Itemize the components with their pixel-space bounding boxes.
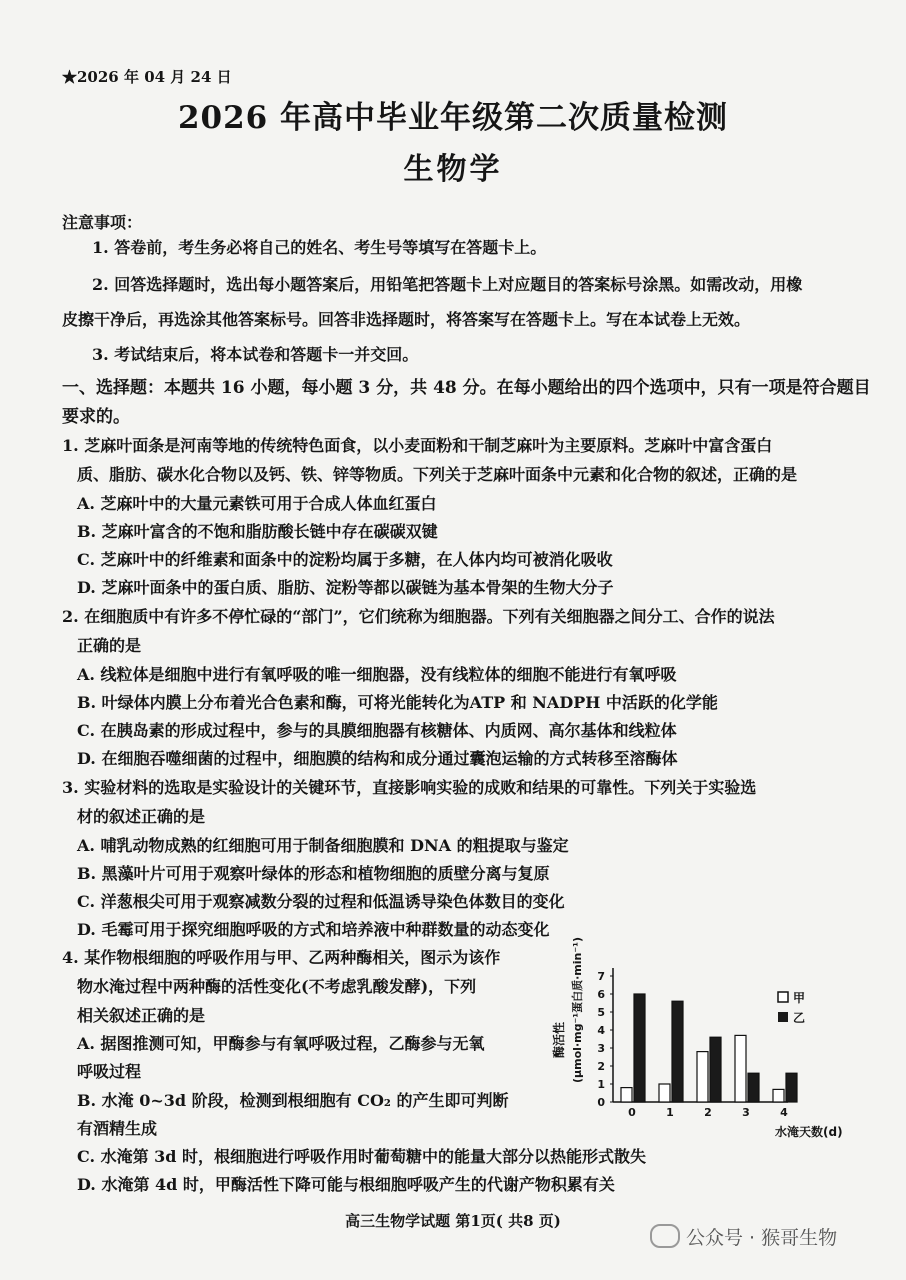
notice-item: 3. 考试结束后，将本试卷和答题卡一并交回。	[92, 345, 419, 364]
question-1-option-d: D. 芝麻叶面条中的蛋白质、脂肪、淀粉等都以碳链为基本骨架的生物大分子	[77, 578, 614, 597]
y-tick-label: 0	[597, 1096, 605, 1109]
question-2-option-d: D. 在细胞吞噬细菌的过程中，细胞膜的结构和成分通过囊泡运输的方式转移至溶酶体	[77, 749, 678, 768]
exam-date: ★2026 年 04 月 24 日	[62, 68, 232, 86]
question-4-option-b: B. 水淹 0~3d 阶段，检测到根细胞有 CO₂ 的产生即可判断	[77, 1091, 509, 1110]
section-heading: 要求的。	[62, 407, 130, 427]
question-3-option-c: C. 洋葱根尖可用于观察减数分裂的过程和低温诱导染色体数目的变化	[77, 892, 565, 911]
question-4-stem: 相关叙述正确的是	[77, 1006, 206, 1025]
question-3-stem: 3. 实验材料的选取是实验设计的关键环节，直接影响实验的成败和结果的可靠性。下列关于实验选	[62, 778, 757, 797]
y-tick-label: 3	[597, 1042, 605, 1055]
question-1-stem: 质、脂肪、碳水化合物以及钙、铁、锌等物质。下列关于芝麻叶面条中元素和化合物的叙述，正确的是	[77, 465, 798, 484]
page-footer: 高三生物学试题 第1页( 共8 页)	[345, 1212, 561, 1230]
exam-title: 2026 年高中毕业年级第二次质量检测	[177, 100, 729, 136]
bar-jia	[735, 1035, 746, 1102]
x-tick-label: 1	[666, 1106, 674, 1119]
chart-legend	[778, 991, 805, 1025]
question-4-stem: 物水淹过程中两种酶的活性变化(不考虑乳酸发酵)，下列	[77, 977, 477, 996]
question-4-option-b: 有酒精生成	[77, 1119, 158, 1138]
notice-heading: 注意事项：	[62, 213, 143, 232]
bar-yi	[634, 994, 645, 1102]
question-3-stem: 材的叙述正确的是	[77, 807, 206, 826]
chart-xticks	[628, 1106, 788, 1119]
bar-jia	[621, 1088, 632, 1102]
x-tick-label: 4	[780, 1106, 788, 1119]
exam-subject: 生物学	[403, 152, 503, 187]
legend-swatch-yi	[778, 1012, 788, 1022]
notice-item: 2. 回答选择题时，选出每小题答案后，用铅笔把答题卡上对应题目的答案标号涂黑。如需改动，用橡	[92, 275, 803, 294]
question-1-option-c: C. 芝麻叶中的纤维素和面条中的淀粉均属于多糖，在人体内均可被消化吸收	[77, 550, 613, 569]
chart-xlabel: 水淹天数(d)	[775, 1125, 843, 1139]
bar-jia	[773, 1089, 784, 1102]
question-1-option-b: B. 芝麻叶富含的不饱和脂肪酸长链中存在碳碳双键	[77, 522, 438, 541]
watermark-text: 公众号 · 猴哥生物	[686, 1227, 838, 1249]
question-3-option-d: D. 毛霉可用于探究细胞呼吸的方式和培养液中种群数量的动态变化	[77, 920, 550, 939]
chart-bars	[621, 994, 797, 1102]
question-4-option-a: A. 据图推测可知，甲酶参与有氧呼吸过程，乙酶参与无氧	[77, 1034, 485, 1053]
wechat-icon	[650, 1224, 680, 1248]
question-2-option-c: C. 在胰岛素的形成过程中，参与的具膜细胞器有核糖体、内质网、高尔基体和线粒体	[77, 721, 677, 740]
question-3-option-b: B. 黑藻叶片可用于观察叶绿体的形态和植物细胞的质壁分离与复原	[77, 864, 550, 883]
y-tick-label: 1	[597, 1078, 605, 1091]
legend-label-jia: 甲	[793, 991, 806, 1005]
bar-yi	[748, 1073, 759, 1102]
y-tick-label: 7	[597, 970, 605, 983]
x-tick-label: 3	[742, 1106, 750, 1119]
bar-jia	[659, 1084, 670, 1102]
enzyme-activity-chart	[535, 937, 843, 1145]
question-4-option-d: D. 水淹第 4d 时，甲酶活性下降可能与根细胞呼吸产生的代谢产物积累有关	[77, 1175, 615, 1194]
chart-ylabel-unit: (μmol·mg⁻¹蛋白质·min⁻¹)	[571, 937, 584, 1083]
bar-yi	[672, 1001, 683, 1102]
question-2-option-b: B. 叶绿体内膜上分布着光合色素和酶，可将光能转化为ATP 和 NADPH 中活跃的化学能	[77, 693, 718, 712]
question-1-option-a: A. 芝麻叶中的大量元素铁可用于合成人体血红蛋白	[77, 494, 437, 513]
bar-jia	[697, 1052, 708, 1102]
y-tick-label: 2	[597, 1060, 605, 1073]
section-heading: 一、选择题：本题共 16 小题，每小题 3 分，共 48 分。在每小题给出的四个选项中，只有一项是符合题目	[62, 378, 871, 398]
legend-swatch-jia	[778, 992, 788, 1002]
y-tick-label: 6	[597, 988, 605, 1001]
x-tick-label: 2	[704, 1106, 712, 1119]
question-2-option-a: A. 线粒体是细胞中进行有氧呼吸的唯一细胞器，没有线粒体的细胞不能进行有氧呼吸	[77, 665, 677, 684]
notice-item: 1. 答卷前，考生务必将自己的姓名、考生号等填写在答题卡上。	[92, 238, 547, 257]
chart-ylabel: 酶活性	[552, 1021, 566, 1059]
question-1-stem: 1. 芝麻叶面条是河南等地的传统特色面食，以小麦面粉和干制芝麻叶为主要原料。芝麻叶中富含蛋白	[62, 436, 773, 455]
y-tick-label: 5	[597, 1006, 605, 1019]
question-4-stem: 4. 某作物根细胞的呼吸作用与甲、乙两种酶相关，图示为该作	[62, 948, 501, 967]
chart-ticks	[597, 970, 613, 1109]
question-4-option-c: C. 水淹第 3d 时，根细胞进行呼吸作用时葡萄糖中的能量大部分以热能形式散失	[77, 1147, 647, 1166]
bar-yi	[786, 1073, 797, 1102]
bar-yi	[710, 1037, 721, 1102]
question-3-option-a: A. 哺乳动物成熟的红细胞可用于制备细胞膜和 DNA 的粗提取与鉴定	[77, 836, 569, 855]
x-tick-label: 0	[628, 1106, 636, 1119]
notice-item: 皮擦干净后，再选涂其他答案标号。回答非选择题时，将答案写在答题卡上。写在本试卷上无效。	[62, 310, 751, 329]
legend-label-yi: 乙	[793, 1011, 806, 1025]
y-tick-label: 4	[597, 1024, 605, 1037]
question-4-option-a: 呼吸过程	[77, 1062, 142, 1081]
watermark	[650, 1223, 837, 1250]
question-2-stem: 2. 在细胞质中有许多不停忙碌的“部门”，它们统称为细胞器。下列有关细胞器之间分工、合作的说法	[62, 607, 775, 626]
question-2-stem: 正确的是	[77, 636, 142, 655]
